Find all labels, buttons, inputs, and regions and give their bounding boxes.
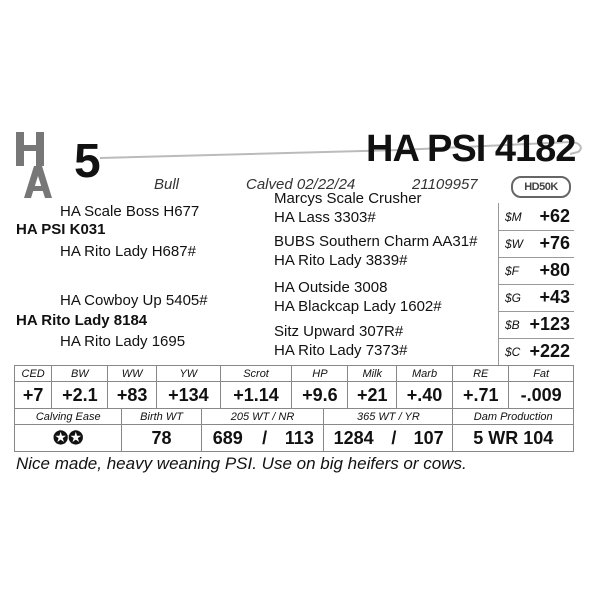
pedigree-g7: Sitz Upward 307R# <box>274 323 404 340</box>
pedigree-g2: HA Lass 3303# <box>274 209 376 226</box>
epd-value: +1.14 <box>220 382 292 409</box>
animal-name: HA PSI 4182 <box>366 128 576 170</box>
index-row <box>499 311 574 339</box>
epd-value: +7 <box>15 382 52 409</box>
dam-production: 5 WR 104 <box>453 425 574 452</box>
yearling-ratio: 107 <box>405 425 453 452</box>
performance-header: Calving Ease <box>15 409 122 425</box>
performance-header: Birth WT <box>122 409 201 425</box>
index-value: +123 <box>529 314 570 334</box>
pedigree-g3: BUBS Southern Charm AA31# <box>274 233 478 250</box>
index-label: $B <box>505 318 520 332</box>
index-value: +222 <box>529 341 570 361</box>
epd-header: YW <box>156 366 220 382</box>
epd-table <box>14 365 574 409</box>
calving-ease-stars: ✪✪ <box>15 425 122 452</box>
weaning-ratio: 113 <box>276 425 324 452</box>
sex: Bull <box>154 176 180 193</box>
index-row <box>499 338 574 365</box>
pedigree-g1: Marcys Scale Crusher <box>274 190 422 207</box>
index-row <box>499 230 574 258</box>
index-label: $M <box>505 210 522 224</box>
epd-header: CED <box>15 366 52 382</box>
index-row <box>499 284 574 312</box>
index-value: +62 <box>539 206 570 226</box>
index-label: $G <box>505 291 522 305</box>
epd-value: +21 <box>348 382 396 409</box>
pedigree-dam-sire: HA Cowboy Up 5405# <box>60 292 208 309</box>
separator: / <box>254 425 276 452</box>
yearling-weight: 1284 <box>324 425 383 452</box>
epd-value: +.71 <box>453 382 509 409</box>
weaning-weight: 689 <box>201 425 254 452</box>
epd-header: WW <box>108 366 156 382</box>
performance-header: Dam Production <box>453 409 574 425</box>
birth-weight: 78 <box>122 425 201 452</box>
pedigree-g4: HA Rito Lady 3839# <box>274 252 408 269</box>
index-row <box>499 257 574 285</box>
epd-header-row <box>15 366 574 382</box>
epd-value: +2.1 <box>52 382 108 409</box>
pedigree-g5: HA Outside 3008 <box>274 279 388 296</box>
epd-header: Fat <box>509 366 574 382</box>
performance-header: 365 WT / YR <box>324 409 453 425</box>
index-row <box>499 203 574 231</box>
pedigree-g8: HA Rito Lady 7373# <box>274 342 408 359</box>
index-value: +43 <box>539 287 570 307</box>
epd-header: Marb <box>396 366 452 382</box>
pedigree-sire: HA PSI K031 <box>16 221 106 238</box>
pedigree-dam-dam: HA Rito Lady 1695 <box>60 333 186 350</box>
pedigree-sire-dam: HA Rito Lady H687# <box>60 243 196 260</box>
epd-value: +134 <box>156 382 220 409</box>
pedigree-dam: HA Rito Lady 8184 <box>16 312 148 329</box>
ha-logo <box>14 128 74 200</box>
epd-value: +.40 <box>396 382 452 409</box>
epd-value-row <box>15 382 574 409</box>
epd-header: HP <box>292 366 348 382</box>
pedigree-g6: HA Blackcap Lady 1602# <box>274 298 442 315</box>
lot-number: 5 <box>74 135 101 188</box>
epd-value: +9.6 <box>292 382 348 409</box>
performance-header-row <box>15 409 574 425</box>
epd-header: Scrot <box>220 366 292 382</box>
pedigree-sire-sire: HA Scale Boss H677 <box>60 203 200 220</box>
separator: / <box>383 425 405 452</box>
index-value: +80 <box>539 260 570 280</box>
index-label: $F <box>505 264 520 278</box>
epd-value: -.009 <box>509 382 574 409</box>
calved-date: Calved 02/22/24 <box>246 176 356 193</box>
index-value: +76 <box>539 233 570 253</box>
index-panel <box>498 203 574 365</box>
epd-header: BW <box>52 366 108 382</box>
epd-value: +83 <box>108 382 156 409</box>
index-label: $C <box>505 345 521 359</box>
performance-table <box>14 408 574 452</box>
epd-header: Milk <box>348 366 396 382</box>
epd-header: RE <box>453 366 509 382</box>
performance-header: 205 WT / NR <box>201 409 324 425</box>
registration-number: 21109957 <box>412 176 478 193</box>
genomic-badge: HD50K <box>511 176 571 198</box>
index-label: $W <box>505 237 523 251</box>
sale-comment: Nice made, heavy weaning PSI. Use on big heifers or cows. <box>16 454 467 473</box>
performance-value-row <box>15 425 574 452</box>
